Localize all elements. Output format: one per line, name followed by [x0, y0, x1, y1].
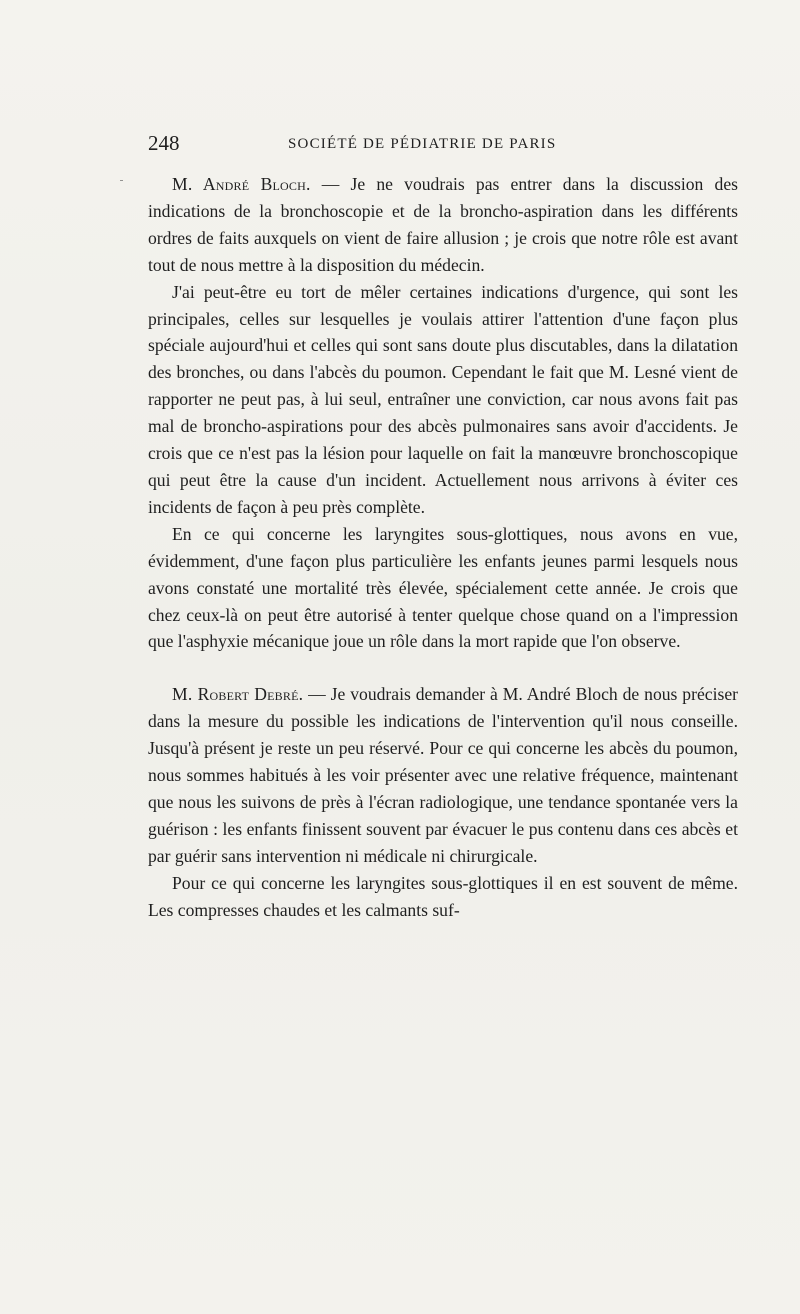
paragraph-laryngitis-followup: [148, 870, 738, 924]
paragraph-text: — Je ne voudrais pas entrer dans la discussion des indications de la bronchoscopie et de la broncho-aspiration dans les différents ordres de faits auxquels on vient de faire allusion ; je crois que notre rôle est avant tout de nous mettre à la disposition du médecin.: [148, 174, 738, 275]
paragraph-text: En ce qui concerne les laryngites sous-glottiques, nous avons en vue, évidemment, d'une façon plus particulière les enfants jeunes parmi lesquels nous avons constaté une mortalité très élevée, spécialement cette année. Je crois que chez ceux-là on peut être autorisé à tenter quelque chose quand on a l'impression que l'asphyxie mécanique joue un rôle dans la mort rapide que l'on observe.: [148, 523, 738, 652]
paragraph-text: J'ai peut-être eu tort de mêler certaines indications d'urgence, qui sont les principales, celles sur lesquelles je voulais attirer l'attention d'une façon plus spéciale aujourd'hui et celles qui sont sans doute plus discutables, dans la dilatation des bronches, ou dans l'abcès du poumon. Cependant le fait que M. Lesné vient de rapporter ne peut pas, à lui seul, entraîner une conviction, car nous avons fait pas mal de broncho-aspirations pour des abcès pulmonaires sans avoir d'accidents. Je crois que ce n'est pas la lésion pour laquelle on fait la manœuvre bronchoscopique qui peut être la cause d'un incident. Actuellement nous arrivons à éviter ces incidents de façon à peu près complète.: [148, 281, 738, 517]
page-header: [148, 129, 738, 157]
paragraph-laryngitis: [148, 521, 738, 656]
stray-mark: [120, 180, 123, 181]
body-text: [148, 171, 738, 923]
speaker-name: M. Robert Debré.: [172, 684, 304, 705]
speaker-name: M. André Bloch.: [172, 174, 311, 194]
paragraph-text: — Je voudrais demander à M. André Bloch de nous préciser dans la mesure du possible les indications de l'intervention qu'il nous conseille. Jusqu'à présent je reste un peu réservé. Pour ce qui concerne les abcès du poumon, nous sommes habitués à les voir présenter avec une relative fréquence, maintenant que nous les suivons de près à l'écran radiologique, une tendance spontanée vers la guérison : les enfants finissent souvent par évacuer le pus contenu dans ces abcès et par guérir sans intervention ni médicale ni chirurgicale.: [148, 684, 738, 866]
paragraph-text: Pour ce qui concerne les laryngites sous-glottiques il en est souvent de même. Les compresses chaudes et les calmants suf-: [148, 872, 738, 920]
paragraph-bloch-intro: [148, 171, 738, 279]
paragraph-debre: [148, 681, 738, 869]
running-title: SOCIÉTÉ DE PÉDIATRIE DE PARIS: [288, 136, 557, 152]
paragraph-urgent-indications: [148, 279, 738, 521]
page-number: 248: [148, 131, 180, 155]
